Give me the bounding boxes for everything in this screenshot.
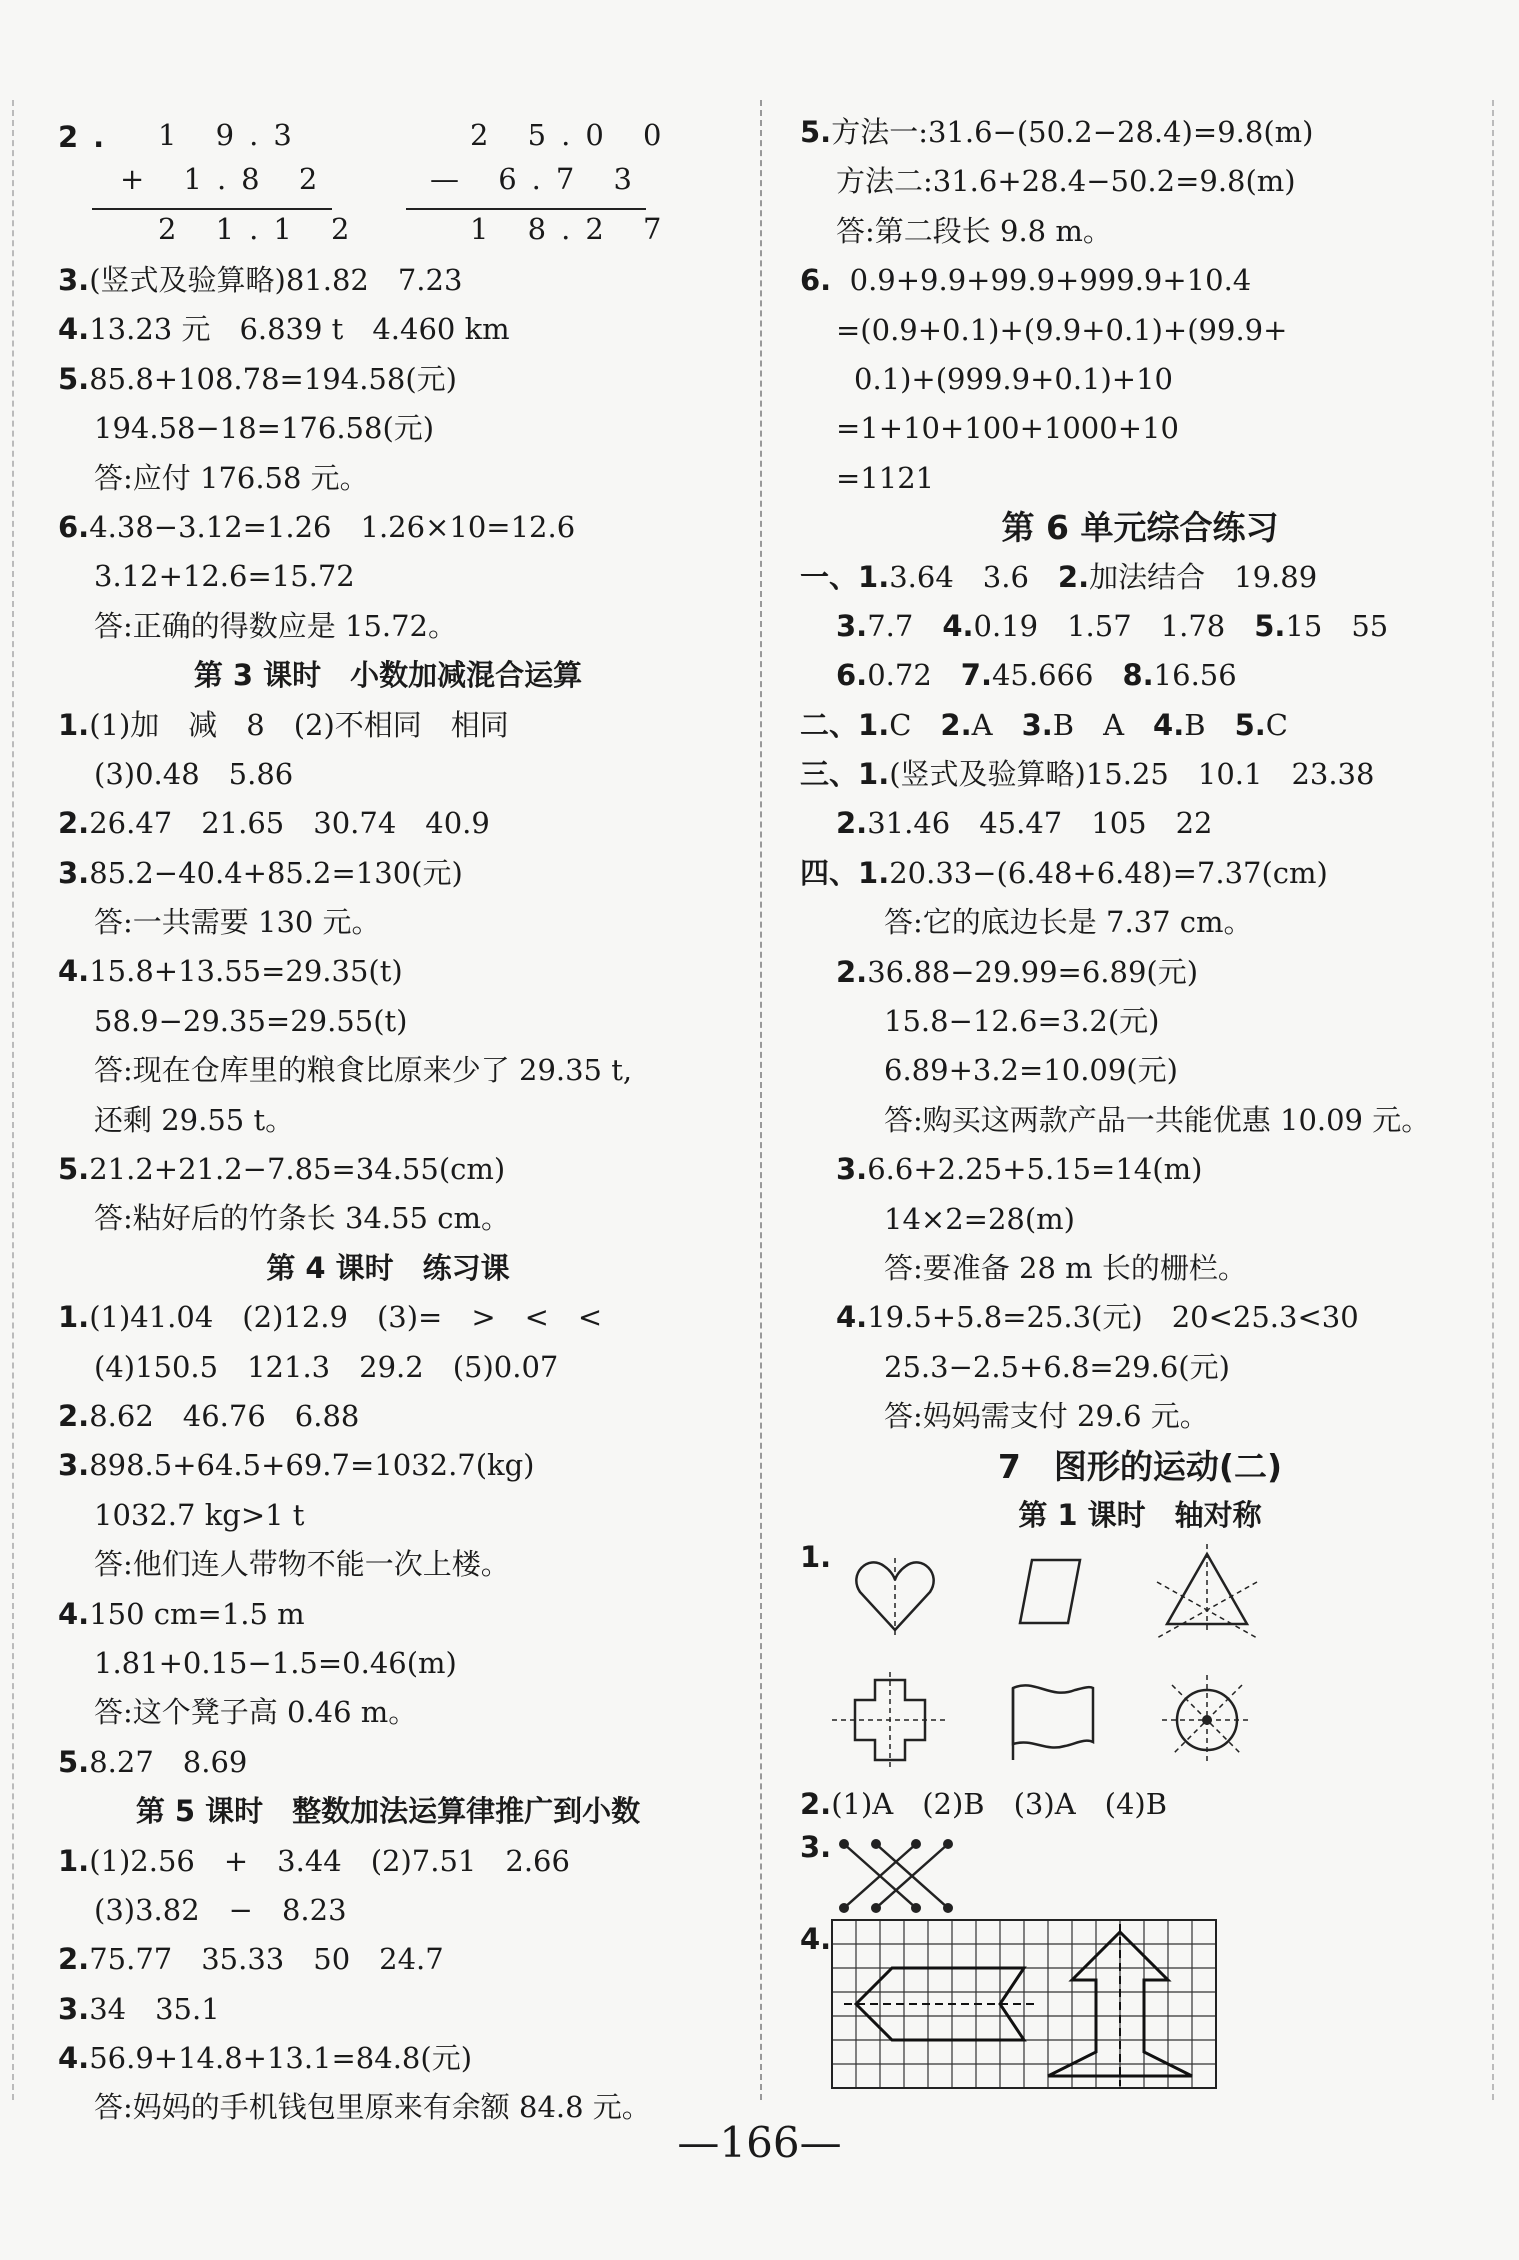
ch7-q3: 3. — [800, 1830, 1480, 1918]
wheel-shape — [1152, 1670, 1262, 1770]
s3-q4-answer: 答:现在仓库里的粮食比原来少了 29.35 t, — [94, 1053, 633, 1088]
s5-q1: (3)3.82 − 8.23 — [94, 1892, 347, 1927]
s3-q1: 1.(1)加 减 8 (2)不相同 相同 — [58, 707, 509, 742]
u6-part4: 6.89+3.2=10.09(元) — [884, 1053, 1178, 1088]
u6-part4: 2.36.88−29.99=6.89(元) — [836, 954, 1199, 989]
calc1-top: 1 9.3 — [158, 118, 307, 152]
r-q5: 方法二:31.6+28.4−50.2=9.8(m) — [836, 164, 1296, 199]
section-4-title: 第 4 课时 练习课 — [266, 1250, 510, 1285]
calc2-result: 1 8.2 7 — [470, 212, 677, 246]
q5-line: 5.85.8+108.78=194.58(元) — [58, 361, 457, 396]
r-q5: 5.方法一:31.6−(50.2−28.4)=9.8(m) — [800, 115, 1314, 149]
s3-q4: 58.9−29.35=29.55(t) — [94, 1003, 408, 1038]
q6-line: 6.4.38−3.12=1.26 1.26×10=12.6 — [58, 509, 576, 544]
u6-part4: 15.8−12.6=3.2(元) — [884, 1004, 1160, 1039]
heart-shape — [850, 1550, 940, 1640]
u6-part3: 三、1.(竖式及验算略)15.25 10.1 23.38 — [800, 757, 1375, 792]
s5-q4-answer: 答:妈妈的手机钱包里原来有余额 84.8 元。 — [94, 2090, 651, 2125]
calc2-mid: — 6.7 3 — [430, 162, 648, 196]
u6-part1: 3.7.7 4.0.19 1.57 1.78 5.15 55 — [836, 608, 1389, 643]
calc1-mid: + 1.8 2 — [120, 162, 333, 196]
s4-q1: 1.(1)41.04 (2)12.9 (3)= > < < — [58, 1300, 603, 1335]
s4-q1: (4)150.5 121.3 29.2 (5)0.07 — [94, 1349, 559, 1384]
calc2-line — [406, 208, 646, 210]
page-number: —166— — [677, 2118, 842, 2167]
right-column — [800, 108, 1480, 2098]
u6-part1: 一、1.3.64 3.6 2.加法结合 19.89 — [800, 559, 1318, 594]
r-q6: 6. 0.9+9.9+99.9+999.9+10.4 — [800, 263, 1252, 298]
u6-part4: 14×2=28(m) — [884, 1201, 1075, 1236]
u6-part4: 25.3−2.5+6.8=29.6(元) — [884, 1349, 1230, 1384]
u6-part1: 6.0.72 7.45.666 8.16.56 — [836, 658, 1237, 693]
q4-line: 4.13.23 元 6.839 t 4.460 km — [58, 312, 510, 347]
section-3-title: 第 3 课时 小数加减混合运算 — [193, 658, 583, 693]
ch7-q2: 2.(1)A (2)B (3)A (4)B — [800, 1787, 1168, 1822]
u6-part4: 4.19.5+5.8=25.3(元) 20<25.3<30 — [836, 1300, 1359, 1335]
q6-answer: 答:正确的得数应是 15.72。 — [94, 608, 458, 643]
s5-q2: 2.75.77 35.33 50 24.7 — [58, 1942, 444, 1977]
q2-vertical-calculations — [58, 108, 718, 256]
symmetry-shapes: 1. — [800, 1540, 1480, 1780]
ch7-q4: 4. — [800, 1918, 1480, 2098]
s3-q2: 2.26.47 21.65 30.74 40.9 — [58, 806, 490, 841]
s3-q1: (3)0.48 5.86 — [94, 756, 294, 791]
s4-q4: 1.81+0.15−1.5=0.46(m) — [94, 1645, 457, 1680]
s4-q3-answer: 答:他们连人带物不能一次上楼。 — [94, 1547, 510, 1582]
s5-q3: 3.34 35.1 — [58, 1991, 220, 2026]
u6-part4-answer: 答:购买这两款产品一共能优惠 10.09 元。 — [884, 1102, 1431, 1137]
r-q6: =(0.9+0.1)+(9.9+0.1)+(99.9+ — [836, 312, 1288, 347]
q6-line: 3.12+12.6=15.72 — [94, 559, 355, 594]
page-edge-right — [1492, 100, 1494, 2100]
u6-part4: 四、1.20.33−(6.48+6.48)=7.37(cm) — [800, 855, 1328, 890]
parallelogram-shape — [1010, 1555, 1090, 1630]
calc2-top: 2 5.0 0 — [470, 118, 677, 152]
unit-6-title: 第 6 单元综合练习 — [1001, 508, 1279, 548]
q5-answer: 答:应付 176.58 元。 — [94, 460, 369, 495]
s4-q4-answer: 答:这个凳子高 0.46 m。 — [94, 1695, 418, 1730]
r-q5-answer: 答:第二段长 9.8 m。 — [836, 213, 1112, 248]
s3-q3-answer: 答:一共需要 130 元。 — [94, 905, 381, 940]
crossed-dots-figure — [836, 1836, 956, 1916]
flag-shape — [1005, 1680, 1100, 1765]
chapter-7-subtitle: 第 1 课时 轴对称 — [1018, 1497, 1262, 1532]
u6-part3: 2.31.46 45.47 105 22 — [836, 806, 1213, 841]
cross-shape — [830, 1670, 950, 1770]
s3-q3: 3.85.2−40.4+85.2=130(元) — [58, 855, 463, 890]
calc1-result: 2 1.1 2 — [158, 212, 365, 246]
u6-part4: 3.6.6+2.25+5.15=14(m) — [836, 1152, 1203, 1187]
grid-figure — [830, 1918, 1220, 2093]
left-column — [58, 108, 718, 2133]
u6-part4-answer: 答:妈妈需支付 29.6 元。 — [884, 1399, 1209, 1434]
s4-q5: 5.8.27 8.69 — [58, 1744, 248, 1779]
q3-line: 3.(竖式及验算略)81.82 7.23 — [58, 263, 463, 297]
s3-q5-answer: 答:粘好后的竹条长 34.55 cm。 — [94, 1201, 510, 1236]
q5-line: 194.58−18=176.58(元) — [94, 411, 435, 446]
q2-number: 2. — [58, 120, 120, 154]
triangle-shape — [1152, 1542, 1262, 1642]
s5-q1: 1.(1)2.56 + 3.44 (2)7.51 2.66 — [58, 1843, 570, 1878]
s3-q4-answer: 还剩 29.55 t。 — [94, 1102, 295, 1137]
section-5-title: 第 5 课时 整数加法运算律推广到小数 — [135, 1794, 641, 1829]
s5-q4: 4.56.9+14.8+13.1=84.8(元) — [58, 2041, 473, 2076]
chapter-7-title: 7 图形的运动(二) — [997, 1446, 1283, 1486]
u6-part4-answer: 答:它的底边长是 7.37 cm。 — [884, 905, 1253, 940]
calc1-line — [92, 208, 332, 210]
u6-part2: 二、1.C 2.A 3.B A 4.B 5.C — [800, 707, 1288, 742]
r-q6: =1+10+100+1000+10 — [836, 411, 1179, 446]
r-q6: 0.1)+(999.9+0.1)+10 — [854, 361, 1173, 396]
s4-q3: 3.898.5+64.5+69.7=1032.7(kg) — [58, 1448, 535, 1483]
s4-q2: 2.8.62 46.76 6.88 — [58, 1398, 360, 1433]
r-q6: =1121 — [836, 460, 935, 495]
column-divider — [760, 100, 762, 2100]
s3-q4: 4.15.8+13.55=29.35(t) — [58, 954, 403, 989]
s3-q5: 5.21.2+21.2−7.85=34.55(cm) — [58, 1152, 506, 1187]
page-edge-left — [12, 100, 14, 2100]
u6-part4-answer: 答:要准备 28 m 长的栅栏。 — [884, 1250, 1247, 1285]
s4-q3: 1032.7 kg>1 t — [94, 1497, 305, 1532]
s4-q4: 4.150 cm=1.5 m — [58, 1596, 305, 1631]
